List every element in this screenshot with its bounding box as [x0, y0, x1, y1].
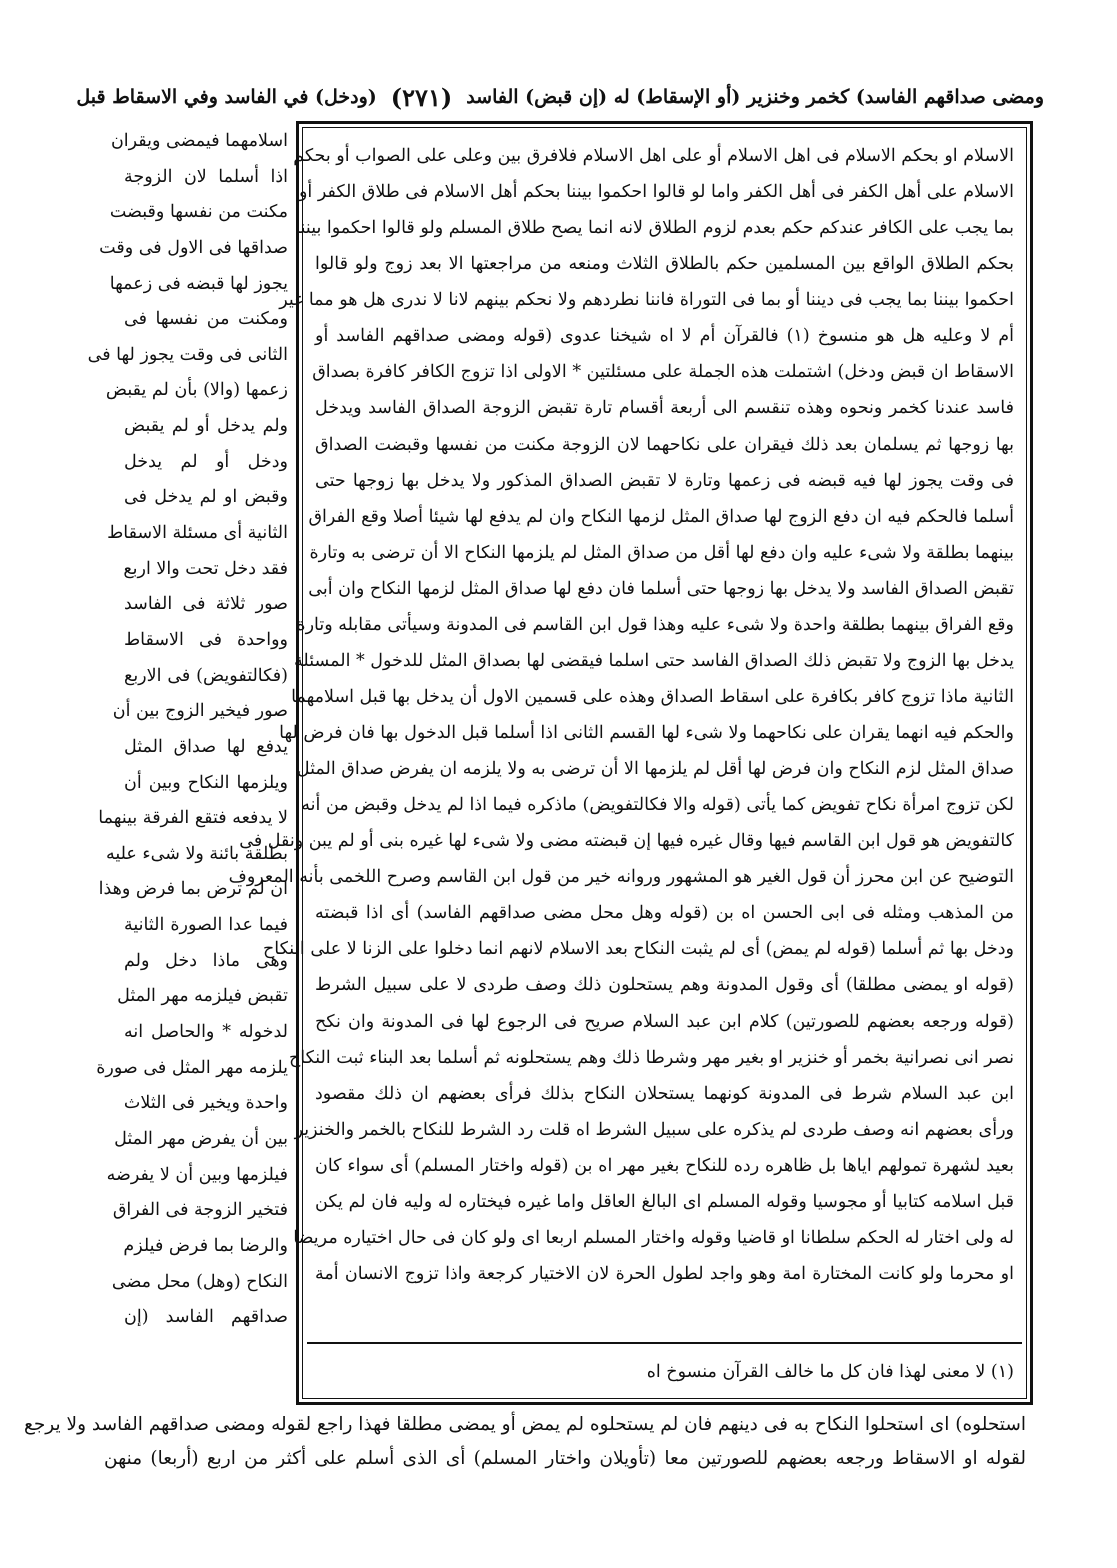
main-text-line: صور ثلاثة فى الفاسد — [124, 594, 288, 615]
main-text-line: (فكالتفويض) فى الاربع — [124, 665, 288, 686]
main-text-line: يجوز لها قبضه فى زعمها — [109, 273, 288, 294]
commentary-line: صداق المثل لزم النكاح وان فرض لها أقل لم يلزمها الا أن ترضى به ولا يلزمه ان يفرض صداق المثل — [296, 759, 1014, 780]
commentary-line: من المذهب ومثله فى ابى الحسن اه بن (قوله وهل محل مضى صداقهم الفاسد) أى اذا قبضته — [315, 903, 1014, 924]
commentary-line: الاسقاط ان قبض ودخل) اشتملت هذه الجملة على مسئلتين * الاولى اذا تزوج الكافر كافرة بصداق — [312, 362, 1014, 383]
commentary-line: تقبض الصداق الفاسد ولا يدخل بها زوجها حتى أسلما فان دفع لها صداق المثل لزمها النكاح وان أبى — [308, 578, 1014, 599]
main-text-line: زعمها (والا) بأن لم يقبض — [105, 380, 288, 401]
commentary-line: التوضيح عن ابن محرز أن قول الغير هو المشهور وروانه خير من قول ابن القاسم وصرح اللخمى بأنه المعروف — [228, 867, 1014, 888]
commentary-line: كالتفويض هو قول ابن القاسم فيها وقال غيره فيها إن قبضته مضى ولا شىء لها غيره بنى أو لم يبن ونقل فى — [239, 831, 1014, 852]
main-text-line: لا يدفعه فتقع الفرقة بينهما — [98, 808, 288, 829]
commentary-line: ودخل بها ثم أسلما (قوله لم يمض) أى لم يثبت النكاح بعد الاسلام لانهم انما دخلوا على الزنا لا على النكاح — [262, 939, 1014, 960]
main-text-line: فقد دخل تحت والا اربع — [123, 558, 288, 579]
main-text-line: يلزمه مهر المثل فى صورة — [96, 1057, 288, 1078]
main-text-line: وقبض او لم يدخل فى — [124, 487, 288, 508]
main-text-line: مكنت من نفسها وقبضت — [109, 202, 288, 223]
commentary-line: بما يجب على الكافر عندكم حكم بعدم لزوم الطلاق لانه انما يصح طلاق المسلم ولو قالوا احكموا بيننا — [295, 218, 1014, 239]
main-text-continuation-line: استحلوه) اى استحلوا النكاح به فى دينهم فان لم يستحلوه لم يمض أو يمضى مطلقا فهذا راجع لقوله ومضى صداقهم الفاسد ولا يرجع — [24, 1414, 1026, 1435]
main-text-line: ودخل أو لم يدخل — [124, 451, 288, 472]
running-header — [76, 76, 1044, 118]
commentary-line: (قوله ورجعه بعضهم للصورتين) كلام ابن عبد السلام صريح فى الرجوع لها فى المدونة وان نكح — [315, 1011, 1014, 1032]
commentary-line: أسلما فالحكم فيه ان دفع الزوج لها صداق المثل لزمها النكاح وان لم يدفع لها شيئا أصلا وقع الفراق — [308, 506, 1014, 527]
main-text-line: ان لم ترض بما فرض وهذا — [98, 879, 288, 900]
main-text-line: ولم يدخل أو لم يقبض — [124, 416, 288, 437]
commentary-line: بها زوجها ثم يسلمان بعد ذلك فيقران على نكاحهما لان الزوجة مكنت من نفسها وقبضت الصداق — [315, 434, 1014, 455]
commentary-line: بينهما بطلقة ولا شىء عليه وان دفع لها أقل من صداق المثل لم يلزمها النكاح الا أن ترضى به وتارة — [309, 542, 1014, 563]
main-text-line: لدخوله * والحاصل انه — [124, 1022, 288, 1043]
footnote-divider — [307, 1342, 1022, 1344]
commentary-line: (قوله او يمضى مطلقا) أى وقول المدونة وهم يستحلون ذلك وصف طردى لا على سبيل الشرط — [315, 975, 1014, 996]
commentary-line: الثانية ماذا تزوج كافر بكافرة على اسقاط الصداق وهذه على قسمين الاول أن يدخل بها قبل اسلامهما — [291, 686, 1014, 707]
commentary-frame — [228, 121, 1033, 1405]
main-text-line: صداقهم الفاسد (إن — [124, 1307, 288, 1328]
main-text-line: فيلزمها وبين أن لا يفرضه — [106, 1164, 288, 1185]
commentary-line: الاسلام او بحكم الاسلام فى اهل الاسلام أو على اهل الاسلام فلافرق بين وعلى على الصواب أو بحكم — [293, 146, 1014, 166]
main-text-continuation-line: لقوله او الاسقاط ورجعه بعضهم للصورتين معا (تأويلان واختار المسلم) أى الذى أسلم على أكثر من اربع (أربعا) منهن — [104, 1448, 1026, 1469]
main-text-line: النكاح (وهل) محل مضى — [111, 1271, 288, 1292]
commentary-line: والحكم فيه انهما يقران على نكاحهما ولا شىء لها القسم الثانى اذا أسلما قبل الدخول بها فان فرض لها — [279, 723, 1014, 743]
main-text-line: تقبض فيلزمه مهر المثل — [117, 986, 288, 1007]
header-main-text: ومضى صداقهم الفاسد) كخمر وخنزير (أو الإسقاط) له (إن قبض) الفاسد — [466, 86, 1044, 108]
commentary-line: لكن تزوج امرأة نكاح تفويض كما يأتى (قوله والا فكالتفويض) ماذكره فيما اذا لم يدخل وقبض من أنه — [301, 795, 1014, 816]
commentary-body — [228, 138, 1014, 1328]
commentary-line: او محرما ولو كانت المختارة امة وهو واجد لطول الحرة لان الاختيار كرجعة واذا تزوج الانسان أمة — [315, 1263, 1014, 1284]
main-text-line: اذا أسلما لان الزوجة — [124, 166, 288, 187]
commentary-line: بحكم الطلاق الواقع بين المسلمين حكم بالطلاق الثلاث ومنعه من مراجعتها الا بعد زوج ولو قالوا — [315, 254, 1014, 275]
main-text-line: وهى ماذا دخل ولم — [124, 950, 288, 971]
commentary-line: ورأى بعضهم انه وصف طردى لم يذكره على سبيل الشرط اه قلت رد الشرط للنكاح بالخمر والخنزير — [294, 1119, 1014, 1140]
main-text-line: واحدة ويخير فى الثلاث — [123, 1093, 288, 1114]
main-text-line: اسلامهما فيمضى ويقران — [110, 131, 288, 151]
commentary-line: احكموا بيننا بما يجب فى ديننا أو بما فى التوراة فاننا نطردهم ولا نحكم بينهم لانا لا ندرى هل هو مما غير — [279, 290, 1014, 311]
main-text-line: الثانية أى مسئلة الاسقاط — [107, 523, 288, 544]
commentary-line: فاسد عندنا كخمر ونحوه وهذه تنقسم الى أربعة أقسام تارة تقبض الزوجة الصداق الفاسد ويدخل — [315, 398, 1014, 419]
main-text-line: الثانى فى وقت يجوز لها فى — [87, 344, 288, 365]
main-text-line: يدفع لها صداق المثل — [124, 736, 288, 757]
commentary-line: بعيد لشهرة تمولهم اياها بل ظاهره رده للنكاح بغير مهر اه بن (قوله واختار المسلم) أى سواء كان — [315, 1155, 1014, 1176]
main-text-line: بين أن يفرض مهر المثل — [114, 1128, 288, 1149]
main-text-line: بطلقة بائنة ولا شىء عليه — [105, 843, 288, 864]
main-text-line: والرضا بما فرض فيلزم — [123, 1235, 288, 1256]
main-text-line: فيما عدا الصورة الثانية — [124, 915, 288, 936]
commentary-line: فى وقت يجوز لها فيه قبضه فى زعمها وتارة لا تقبض الصداق المذكور ولا يدخل بها زوجها حتى — [315, 470, 1014, 491]
commentary-line: يدخل بها الزوج ولا تقبض ذلك الصداق الفاسد حتى اسلما فيقضى لها بصداق المثل للدخول * المسئلة — [294, 650, 1014, 671]
commentary-line: ابن عبد السلام شرط فى المدونة كونهما يستحلان النكاح بذلك فرأى بعضهم ان ذلك مقصود — [315, 1083, 1014, 1104]
commentary-line: قبل اسلامه كتابيا أو مجوسيا وقوله المسلم اى البالغ العاقل واما غيره فيختاره له وليه فان لم يكن — [315, 1191, 1014, 1212]
header-continuation-text: (ودخل) في الفاسد وفي الاسقاط قبل — [76, 86, 377, 108]
main-text-line: ويلزمها النكاح وبين أن — [124, 772, 288, 793]
commentary-line: له ولى اختار له الحكم سلطانا او قاضيا وقوله واختار المسلم اربعا اى ولو كان فى حال اختياره مريضا — [293, 1227, 1014, 1248]
commentary-line: أم لا وعليه هل هو منسوخ (١) فالقرآن أم لا اه شيخنا عدوى (قوله ومضى صداقهم الفاسد أو — [315, 326, 1014, 347]
commentary-line: نصر انى نصرانية بخمر أو خنزير او بغير مهر وشرطا ذلك وهم يستحلونه ثم أسلما بعد البناء ثبت النكاح — [288, 1047, 1014, 1068]
main-text-line: صداقها فى الاول فى وقت — [99, 237, 288, 258]
main-text-continuation — [24, 1408, 1026, 1518]
footnote: (١) لا معنى لهذا فان كل ما خالف القرآن منسوخ اه — [646, 1362, 1014, 1382]
page-number: (٢٧١) — [390, 82, 453, 112]
main-text-column — [87, 124, 288, 1408]
commentary-line: الاسلام على أهل الكفر فى أهل الكفر واما لو قالوا احكموا بيننا بحكم أهل الاسلام فى طلاق الكفر أو — [298, 182, 1014, 203]
main-text-line: وواحدة فى الاسقاط — [124, 629, 288, 650]
main-text-line: ومكنت من نفسها فى — [124, 309, 288, 330]
main-text-line: فتخير الزوجة فى الفراق — [112, 1200, 288, 1221]
commentary-line: وقع الفراق بينهما بطلقة واحدة ولا شىء عليه وهذا قول ابن القاسم فى المدونة وسيأتى مقابله وتارة — [296, 614, 1014, 635]
main-text-line: صور فيخير الزوج بين أن — [112, 701, 288, 722]
